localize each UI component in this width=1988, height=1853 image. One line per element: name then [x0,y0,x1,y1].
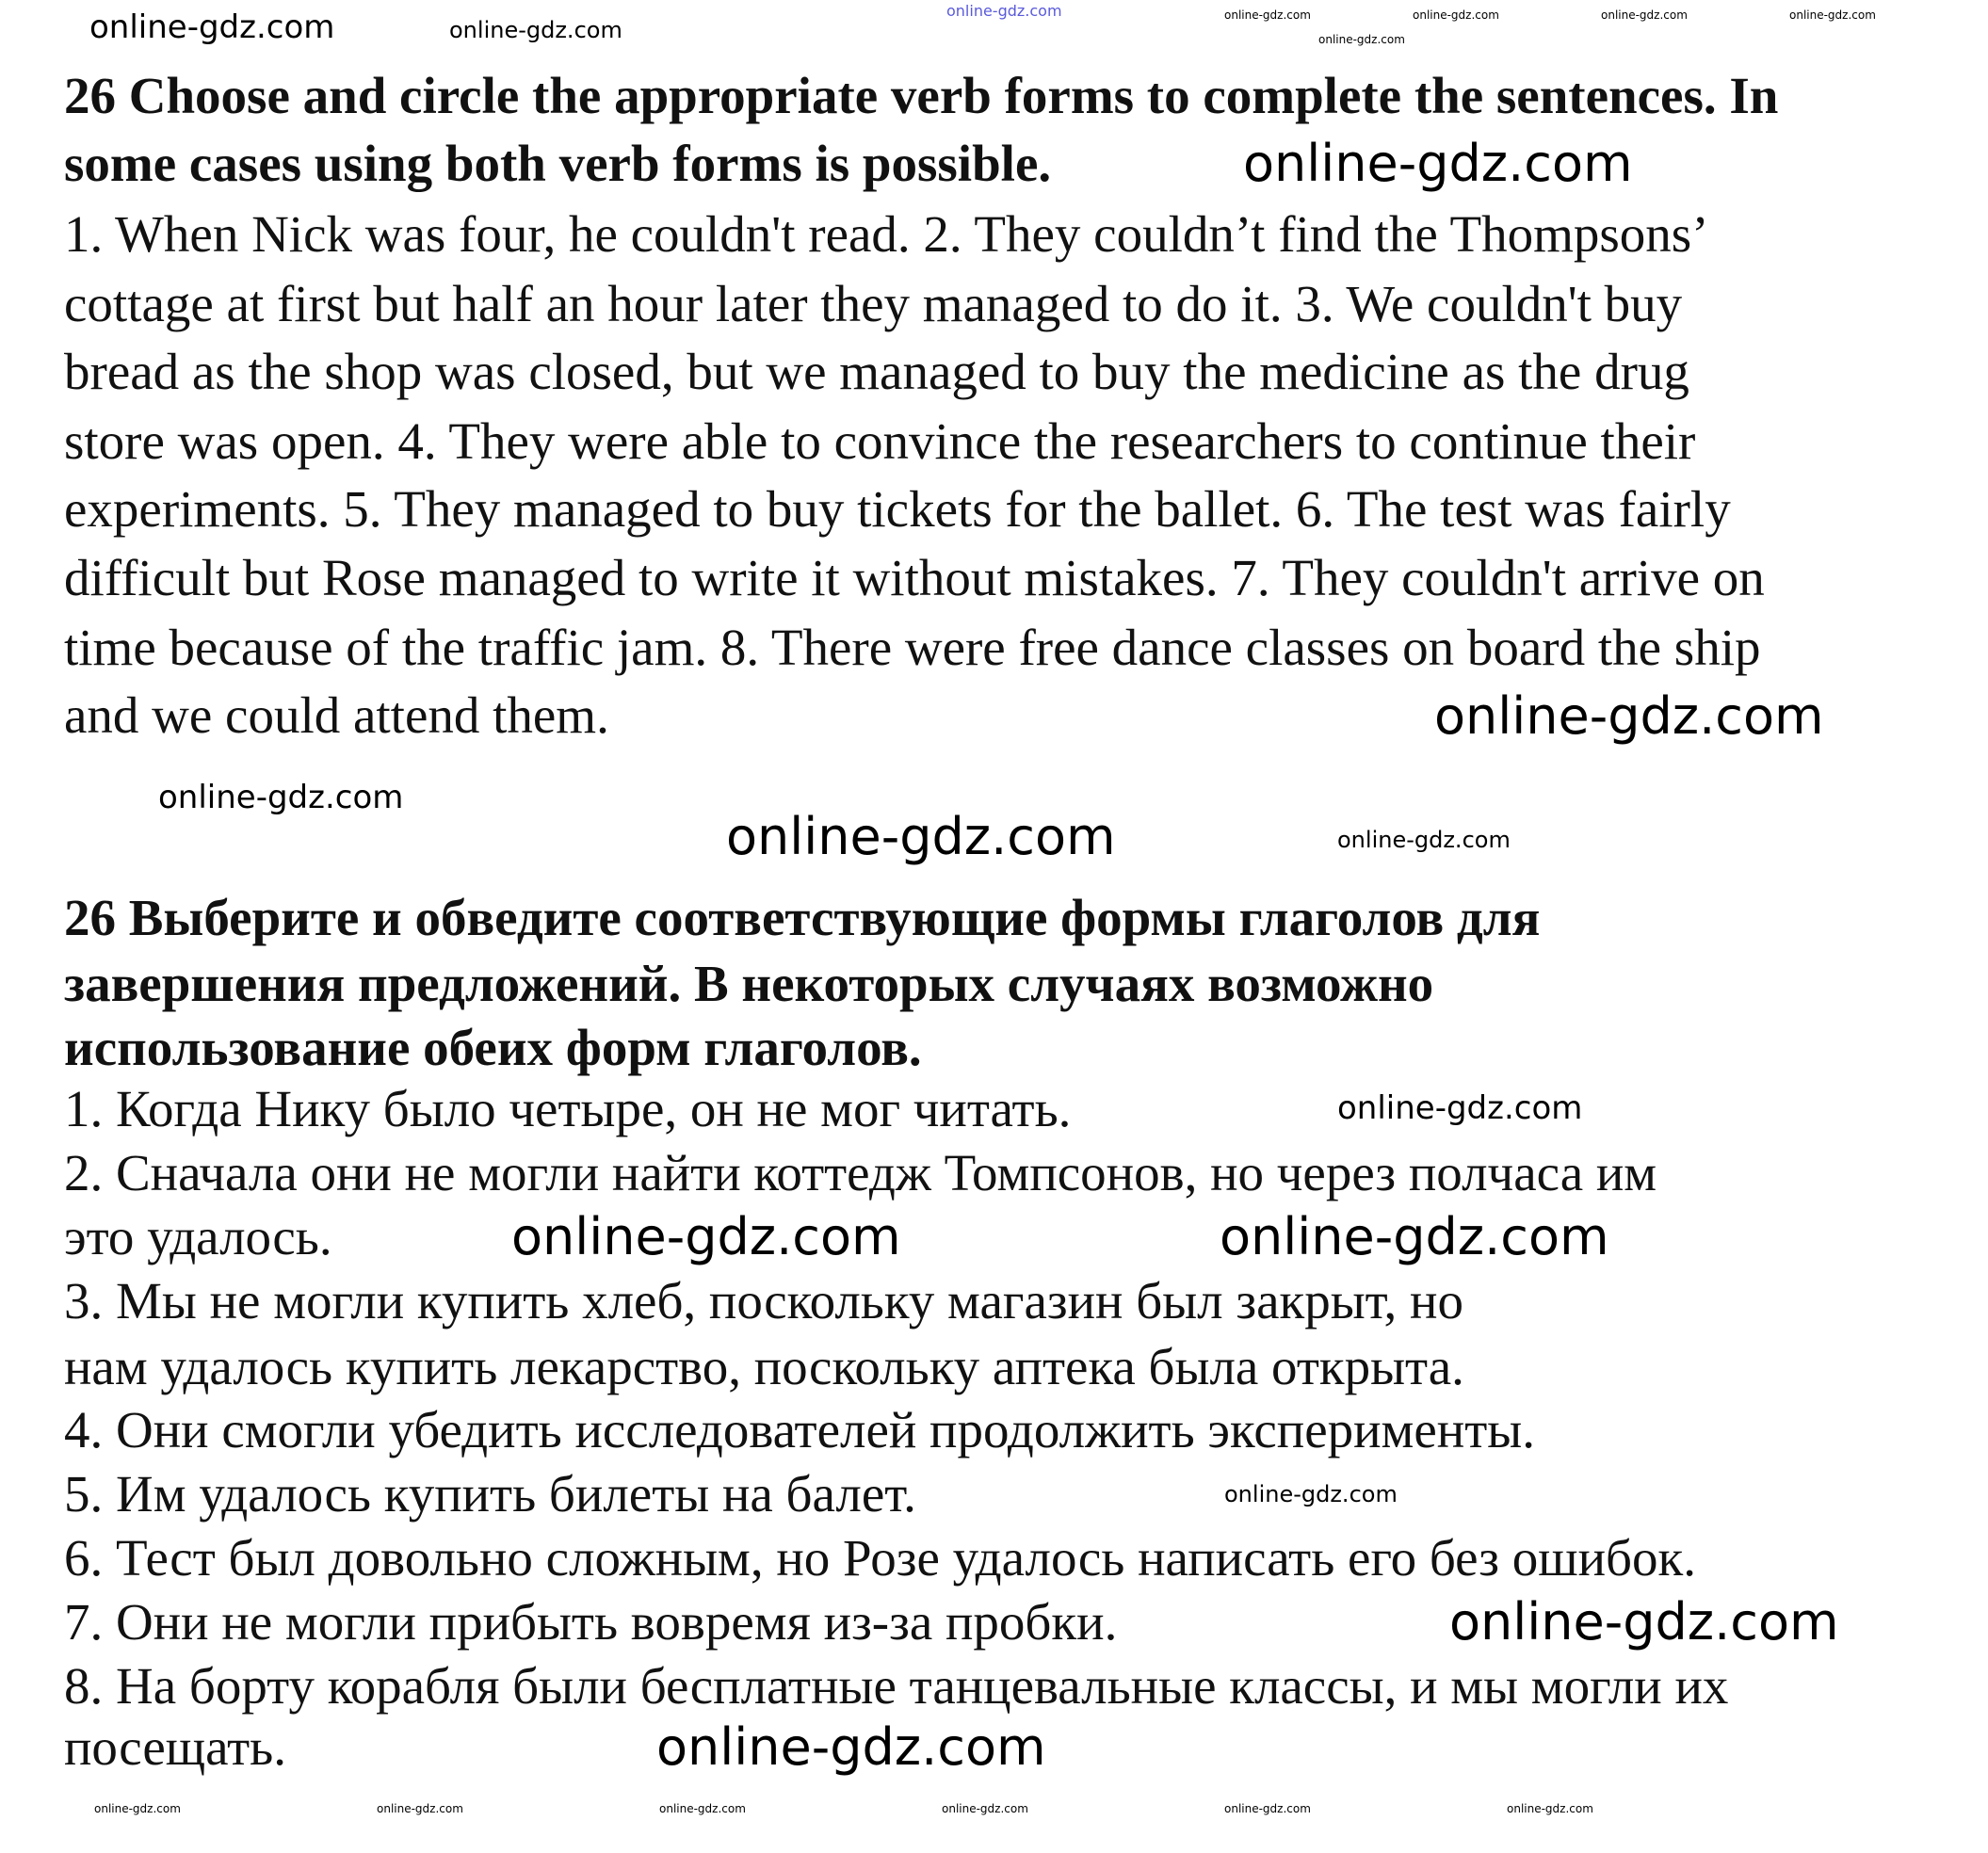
english-heading-line: 26 Choose and circle the appropriate verb forms to complete the sentences. In [64,67,1779,124]
watermark: online-gdz.com [726,807,1116,866]
watermark: online-gdz.com [1224,8,1311,22]
watermark: online-gdz.com [946,2,1062,20]
english-body-line: 1. When Nick was four, he couldn't read. 2. They couldn’t find the Thompsons’ [64,205,1709,263]
russian-body-line: это удалось. [64,1208,332,1265]
watermark: online-gdz.com [511,1207,901,1266]
english-body-line: store was open. 4. They were able to convince the researchers to continue their [64,412,1696,470]
watermark: online-gdz.com [449,17,622,43]
watermark: online-gdz.com [94,1802,181,1815]
english-body-line: difficult but Rose managed to write it without mistakes. 7. They couldn't arrive on [64,549,1765,606]
watermark: online-gdz.com [1789,8,1876,22]
watermark: online-gdz.com [1601,8,1688,22]
watermark: online-gdz.com [1224,1802,1311,1815]
watermark: online-gdz.com [1337,827,1511,853]
russian-heading-line: использование обеих форм глаголов. [64,1019,922,1076]
watermark: online-gdz.com [1243,134,1633,193]
english-body-line: and we could attend them. [64,686,609,744]
russian-body-line: 4. Они смогли убедить исследователей продолжить эксперименты. [64,1401,1535,1458]
english-heading-line: some cases using both verb forms is possible. [64,135,1052,192]
watermark: online-gdz.com [1449,1592,1839,1652]
russian-body-line: 8. На борту корабля были бесплатные танцевальные классы, и мы могли их [64,1657,1729,1715]
watermark: online-gdz.com [89,8,335,46]
russian-body-line: 1. Когда Нику было четыре, он не мог читать. [64,1080,1072,1137]
watermark: online-gdz.com [1413,8,1499,22]
watermark: online-gdz.com [1337,1089,1583,1127]
english-body-line: experiments. 5. They managed to buy tickets for the ballet. 6. The test was fairly [64,480,1731,538]
watermark: online-gdz.com [158,779,404,816]
russian-body-line: нам удалось купить лекарство, поскольку аптека была открыта. [64,1338,1464,1395]
russian-heading-line: завершения предложений. В некоторых случаях возможно [64,955,1434,1012]
watermark: online-gdz.com [1318,33,1405,46]
russian-body-line: 7. Они не могли прибыть вовремя из-за пробки. [64,1593,1118,1651]
watermark: online-gdz.com [942,1802,1028,1815]
watermark: online-gdz.com [656,1717,1046,1777]
russian-body-line: 5. Им удалось купить билеты на балет. [64,1465,916,1523]
watermark: online-gdz.com [377,1802,463,1815]
watermark: online-gdz.com [659,1802,746,1815]
watermark: online-gdz.com [1507,1802,1593,1815]
watermark: online-gdz.com [1224,1481,1398,1507]
english-body-line: time because of the traffic jam. 8. There were free dance classes on board the ship [64,619,1761,676]
russian-body-line: 6. Тест был довольно сложным, но Розе удалось написать его без ошибок. [64,1529,1696,1587]
english-body-line: cottage at first but half an hour later they managed to do it. 3. We couldn't buy [64,275,1683,332]
russian-heading-line: 26 Выберите и обведите соответствующие формы глаголов для [64,889,1541,946]
russian-body-line: посещать. [64,1718,287,1776]
english-body-line: bread as the shop was closed, but we managed to buy the medicine as the drug [64,343,1689,400]
russian-body-line: 3. Мы не могли купить хлеб, поскольку магазин был закрыт, но [64,1272,1463,1329]
russian-body-line: 2. Сначала они не могли найти коттедж Томпсонов, но через полчаса им [64,1144,1657,1201]
watermark: online-gdz.com [1220,1207,1609,1266]
watermark: online-gdz.com [1434,686,1824,746]
